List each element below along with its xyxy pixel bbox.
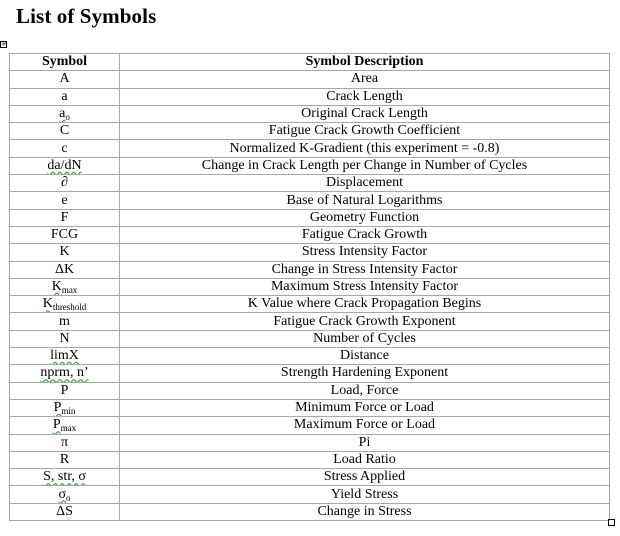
table-row xyxy=(10,157,610,174)
symbol-column-header: Symbol xyxy=(10,54,120,71)
table-row xyxy=(10,382,610,399)
description-cell: Change in Stress Intensity Factor xyxy=(120,261,610,278)
table-row xyxy=(10,365,610,382)
table-row xyxy=(10,175,610,192)
symbol-base: K xyxy=(59,244,70,260)
symbol-base: C xyxy=(59,123,70,139)
symbol-text xyxy=(61,383,69,398)
symbol-text xyxy=(50,348,79,363)
description-cell: Number of Cycles xyxy=(120,330,610,347)
symbol-text xyxy=(51,227,78,242)
symbol-cell xyxy=(10,157,120,174)
symbol-text xyxy=(61,141,67,156)
symbol-base: a xyxy=(59,106,66,122)
symbol-base: N xyxy=(59,330,70,346)
description-cell: Change in Stress xyxy=(120,503,610,520)
symbol-text xyxy=(61,89,67,104)
table-row xyxy=(10,88,610,105)
symbol-base: nprm, n’ xyxy=(40,365,89,381)
symbol-text xyxy=(47,158,81,173)
symbol-base: P xyxy=(52,417,61,433)
symbol-cell xyxy=(10,71,120,88)
symbol-subscript: threshold xyxy=(52,302,87,313)
table-row xyxy=(10,348,610,365)
table-row xyxy=(10,503,610,520)
symbol-cell xyxy=(10,451,120,468)
symbol-cell xyxy=(10,140,120,157)
symbol-text xyxy=(58,487,70,502)
description-cell: Change in Crack Length per Change in Number of Cycles xyxy=(120,157,610,174)
symbol-cell xyxy=(10,348,120,365)
symbol-subscript: max xyxy=(60,423,77,434)
symbol-base: ΔK xyxy=(54,261,75,277)
symbol-cell xyxy=(10,417,120,434)
symbol-text xyxy=(59,244,69,259)
symbol-cell xyxy=(10,226,120,243)
description-cell: Area xyxy=(120,71,610,88)
symbol-text xyxy=(56,504,73,519)
symbol-text xyxy=(59,331,69,346)
symbol-cell xyxy=(10,503,120,520)
symbol-cell xyxy=(10,330,120,347)
table-row xyxy=(10,105,610,122)
symbol-text xyxy=(59,106,70,121)
symbol-subscript: o xyxy=(65,112,70,123)
symbol-text xyxy=(59,314,70,329)
symbol-base: m xyxy=(59,313,70,329)
symbol-subscript: o xyxy=(66,492,71,503)
description-cell: Geometry Function xyxy=(120,209,610,226)
symbol-base: limX xyxy=(50,348,79,364)
description-cell: Maximum Force or Load xyxy=(120,417,610,434)
symbol-cell xyxy=(10,278,120,295)
table-row xyxy=(10,296,610,313)
symbol-base: π xyxy=(60,434,69,450)
table-row xyxy=(10,486,610,503)
table-row xyxy=(10,209,610,226)
description-cell: K Value where Crack Propagation Begins xyxy=(120,296,610,313)
symbol-base: P xyxy=(53,400,62,416)
symbol-cell xyxy=(10,434,120,451)
table-row xyxy=(10,313,610,330)
description-cell: Distance xyxy=(120,348,610,365)
symbol-text xyxy=(61,435,68,450)
symbol-cell xyxy=(10,105,120,122)
table-row xyxy=(10,244,610,261)
page-heading: List of Symbols xyxy=(16,4,157,28)
symbol-base: K xyxy=(42,296,53,312)
description-cell: Fatigue Crack Growth Coefficient xyxy=(120,123,610,140)
description-cell: Stress Applied xyxy=(120,469,610,486)
table-row xyxy=(10,71,610,88)
symbol-text xyxy=(59,71,69,86)
symbol-text xyxy=(55,262,74,277)
symbol-subscript: min xyxy=(61,406,76,417)
description-cell: Displacement xyxy=(120,175,610,192)
table-row xyxy=(10,399,610,416)
symbol-cell xyxy=(10,192,120,209)
description-cell: Yield Stress xyxy=(120,486,610,503)
symbol-cell xyxy=(10,365,120,382)
description-cell: Stress Intensity Factor xyxy=(120,244,610,261)
symbol-base: da/dN xyxy=(47,157,82,173)
table-row xyxy=(10,434,610,451)
table-body xyxy=(10,71,610,521)
symbols-table xyxy=(9,53,610,521)
description-cell: Load, Force xyxy=(120,382,610,399)
description-column-header: Symbol Description xyxy=(120,54,610,71)
symbol-base: c xyxy=(61,140,68,156)
symbol-text xyxy=(52,279,78,294)
table-header-row xyxy=(10,54,610,71)
symbol-text xyxy=(60,452,69,467)
symbol-base: σ xyxy=(58,486,67,502)
symbol-text xyxy=(61,193,67,208)
symbol-base: K xyxy=(51,279,62,294)
symbol-text xyxy=(61,175,68,190)
symbol-text xyxy=(61,210,69,225)
description-cell: Load Ratio xyxy=(120,451,610,468)
symbol-cell xyxy=(10,486,120,503)
table-resize-handle-icon[interactable] xyxy=(608,519,615,526)
symbol-base: P xyxy=(60,382,69,398)
description-cell: Base of Natural Logarithms xyxy=(120,192,610,209)
table-row xyxy=(10,451,610,468)
description-cell: Maximum Stress Intensity Factor xyxy=(120,278,610,295)
symbol-text xyxy=(43,296,87,311)
symbol-base: ΔS xyxy=(56,503,73,519)
symbol-cell xyxy=(10,296,120,313)
table-row xyxy=(10,417,610,434)
symbol-cell xyxy=(10,382,120,399)
symbol-text xyxy=(40,365,88,380)
symbol-base: R xyxy=(59,451,70,467)
symbol-cell xyxy=(10,175,120,192)
description-cell: Strength Hardening Exponent xyxy=(120,365,610,382)
symbol-cell xyxy=(10,209,120,226)
symbol-cell xyxy=(10,261,120,278)
table-row xyxy=(10,226,610,243)
description-cell: Normalized K-Gradient (this experiment = -0.8) xyxy=(120,140,610,157)
table-row xyxy=(10,140,610,157)
description-cell: Pi xyxy=(120,434,610,451)
symbol-base: S, str, σ xyxy=(43,469,86,485)
symbol-base: A xyxy=(59,71,70,87)
symbol-base: FCG xyxy=(50,227,79,243)
symbol-base: F xyxy=(60,209,69,225)
symbol-base: ∂ xyxy=(61,175,68,191)
description-cell: Fatigue Crack Growth xyxy=(120,226,610,243)
symbol-cell xyxy=(10,313,120,330)
symbol-base: a xyxy=(61,88,68,104)
symbol-cell xyxy=(10,399,120,416)
table-row xyxy=(10,469,610,486)
symbol-cell xyxy=(10,469,120,486)
symbol-subscript: max xyxy=(61,285,78,295)
symbol-text xyxy=(54,400,76,415)
description-cell: Crack Length xyxy=(120,88,610,105)
table-row xyxy=(10,192,610,209)
description-cell: Original Crack Length xyxy=(120,105,610,122)
description-cell: Minimum Force or Load xyxy=(120,399,610,416)
symbol-text xyxy=(53,417,76,432)
table-row xyxy=(10,261,610,278)
symbol-text xyxy=(60,123,69,138)
table-row xyxy=(10,123,610,140)
table-move-handle-icon[interactable]: + xyxy=(1,40,7,48)
table-row xyxy=(10,278,610,295)
table-row xyxy=(10,330,610,347)
symbol-cell xyxy=(10,123,120,140)
symbol-cell xyxy=(10,88,120,105)
symbol-cell xyxy=(10,244,120,261)
description-cell: Fatigue Crack Growth Exponent xyxy=(120,313,610,330)
symbol-base: e xyxy=(61,192,68,208)
symbol-text xyxy=(43,469,86,484)
